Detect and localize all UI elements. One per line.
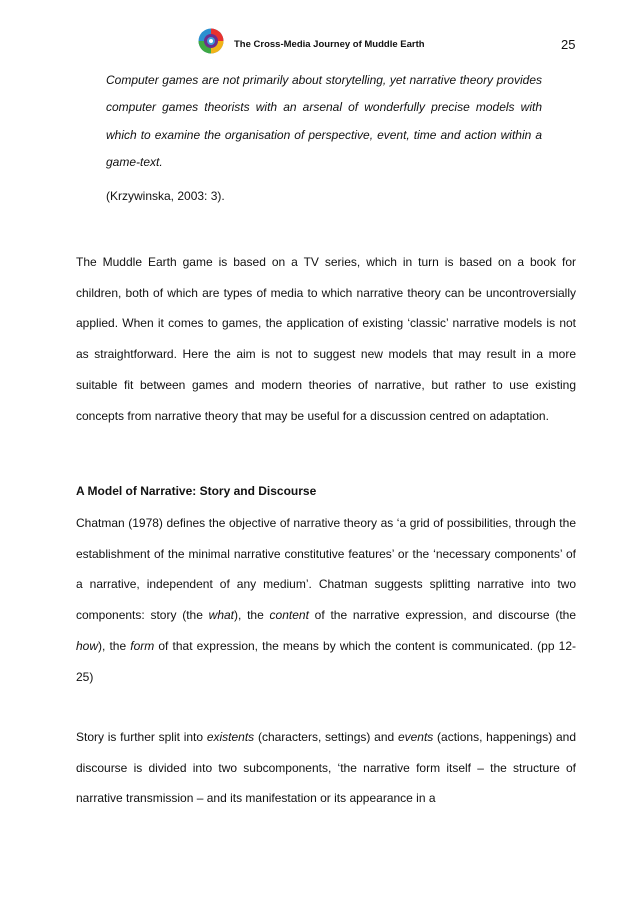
block-quote: Computer games are not primarily about storytelling, yet narrative theory provides computer games theorists with an arsenal of wonderfully precise models with which to examine the organisation of perspective, event, time and action within a game-text. (106, 73, 542, 169)
body-paragraph: Story is further split into existents (characters, settings) and events (actions, happenings) and discourse is divided into two subcomponents, ‘the narrative form itself – the structure of narrative transmission – and its manifestation or its appearance in a (76, 730, 576, 806)
emphasis: how (76, 638, 99, 653)
page-header (0, 28, 638, 58)
emphasis: content (269, 608, 309, 623)
running-title: The Cross-Media Journey of Muddle Earth (234, 39, 425, 50)
emphasis: form (130, 638, 155, 653)
emphasis: events (397, 730, 434, 744)
emphasis: what (208, 608, 235, 623)
emphasis: existents (206, 730, 255, 744)
page-number: 25 (561, 37, 576, 52)
circular-logo-icon (198, 28, 224, 54)
quote-citation: (Krzywinska, 2003: 3). (106, 189, 225, 203)
body-paragraph: Chatman (1978) defines the objective of narrative theory as ‘a grid of possibilities, through the establishment of the minimal narrative constitutive features’ or the ‘necessary components’ of a narrative, independent of any medium’. Chatman suggests splitting narrative into two components: story (the what), the content of the narrative expression, and discourse (the how), the form of that expression, the means by which the content is communicated. (pp 12-25) (76, 516, 577, 684)
section-heading: A Model of Narrative: Story and Discourse (76, 484, 317, 498)
body-paragraph: The Muddle Earth game is based on a TV series, which in turn is based on a book for children, both of which are types of media to which narrative theory can be uncontroversially applied. When it comes to games, the application of existing ‘classic’ narrative models is not as straightforward. Here the aim is not to suggest new models that may result in a more suitable fit between games and modern theories of narrative, but rather to use existing concepts from narrative theory that may be useful for a discussion centred on adaptation. (76, 255, 576, 423)
